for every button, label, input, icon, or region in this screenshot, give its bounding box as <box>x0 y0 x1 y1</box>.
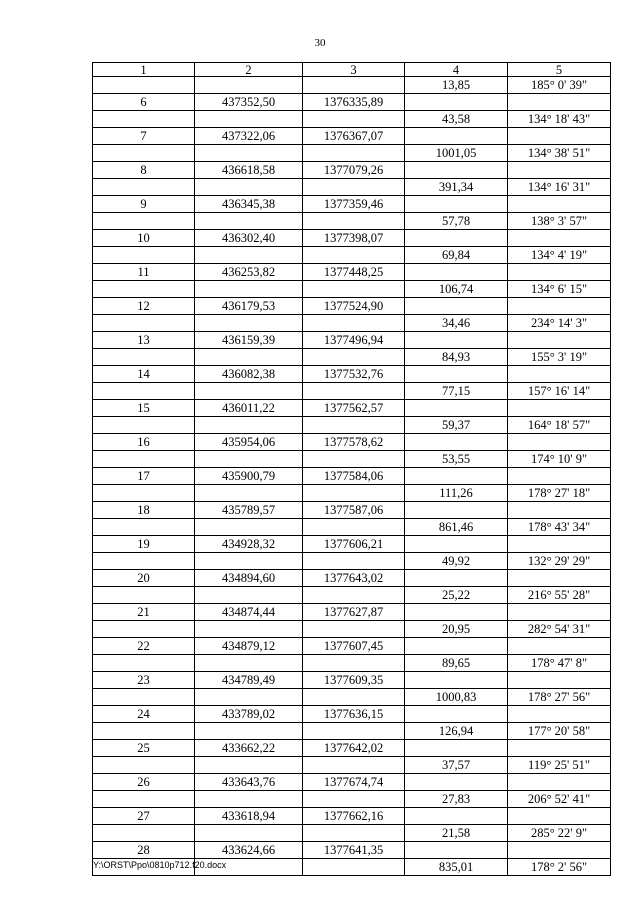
point-row <box>93 468 611 485</box>
segment-row <box>93 315 611 332</box>
x-coordinate: 435954,06 <box>195 434 303 451</box>
y-coordinate: 1377587,06 <box>303 502 405 519</box>
x-coordinate: 435900,79 <box>195 468 303 485</box>
segment-distance: 27,83 <box>405 791 508 808</box>
point-row <box>93 808 611 825</box>
point-row <box>93 332 611 349</box>
segment-row <box>93 621 611 638</box>
point-row <box>93 230 611 247</box>
x-coordinate: 433624,66 <box>195 842 303 859</box>
point-row <box>93 672 611 689</box>
segment-angle: 134° 6' 15" <box>508 281 611 298</box>
y-coordinate: 1377496,94 <box>303 332 405 349</box>
x-coordinate: 436082,38 <box>195 366 303 383</box>
y-coordinate: 1377578,62 <box>303 434 405 451</box>
point-number: 14 <box>93 366 195 383</box>
segment-distance: 84,93 <box>405 349 508 366</box>
y-coordinate: 1377643,02 <box>303 570 405 587</box>
segment-distance: 20,95 <box>405 621 508 638</box>
page-number: 30 <box>314 37 326 49</box>
point-number: 6 <box>93 94 195 111</box>
x-coordinate: 436302,40 <box>195 230 303 247</box>
point-row <box>93 264 611 281</box>
point-row <box>93 400 611 417</box>
point-row <box>93 366 611 383</box>
segment-distance: 25,22 <box>405 587 508 604</box>
point-number: 25 <box>93 740 195 757</box>
point-number: 9 <box>93 196 195 213</box>
segment-distance: 77,15 <box>405 383 508 400</box>
x-coordinate: 434789,49 <box>195 672 303 689</box>
x-coordinate: 436618,58 <box>195 162 303 179</box>
table-body <box>93 77 611 876</box>
segment-distance: 53,55 <box>405 451 508 468</box>
segment-row <box>93 451 611 468</box>
segment-angle: 282° 54' 31" <box>508 621 611 638</box>
segment-angle: 285° 22' 9" <box>508 825 611 842</box>
point-number: 16 <box>93 434 195 451</box>
segment-distance: 13,85 <box>405 77 508 94</box>
segment-distance: 37,57 <box>405 757 508 774</box>
point-number: 22 <box>93 638 195 655</box>
y-coordinate: 1377607,45 <box>303 638 405 655</box>
y-coordinate: 1376335,89 <box>303 94 405 111</box>
segment-row <box>93 485 611 502</box>
segment-angle: 177° 20' 58" <box>508 723 611 740</box>
point-number: 28 <box>93 842 195 859</box>
point-number: 23 <box>93 672 195 689</box>
point-row <box>93 604 611 621</box>
point-number: 24 <box>93 706 195 723</box>
segment-row <box>93 281 611 298</box>
segment-angle: 138° 3' 57" <box>508 213 611 230</box>
x-coordinate: 433789,02 <box>195 706 303 723</box>
segment-row <box>93 145 611 162</box>
y-coordinate: 1377641,35 <box>303 842 405 859</box>
segment-row <box>93 723 611 740</box>
segment-angle: 178° 47' 8" <box>508 655 611 672</box>
x-coordinate: 436159,39 <box>195 332 303 349</box>
segment-angle: 174° 10' 9" <box>508 451 611 468</box>
y-coordinate: 1377674,74 <box>303 774 405 791</box>
segment-row <box>93 825 611 842</box>
y-coordinate: 1377662,16 <box>303 808 405 825</box>
point-row <box>93 842 611 859</box>
point-row <box>93 502 611 519</box>
y-coordinate: 1377606,21 <box>303 536 405 553</box>
x-coordinate: 437352,50 <box>195 94 303 111</box>
point-number: 8 <box>93 162 195 179</box>
point-number: 20 <box>93 570 195 587</box>
segment-angle: 157° 16' 14" <box>508 383 611 400</box>
segment-distance: 861,46 <box>405 519 508 536</box>
segment-angle: 206° 52' 41" <box>508 791 611 808</box>
segment-angle: 134° 38' 51" <box>508 145 611 162</box>
segment-row <box>93 519 611 536</box>
segment-angle: 134° 16' 31" <box>508 179 611 196</box>
y-coordinate: 1376367,07 <box>303 128 405 145</box>
header-angle: 5 <box>508 63 611 77</box>
segment-distance: 57,78 <box>405 213 508 230</box>
header-distance: 4 <box>405 63 508 77</box>
point-row <box>93 196 611 213</box>
segment-angle: 134° 4' 19" <box>508 247 611 264</box>
segment-row <box>93 757 611 774</box>
x-coordinate: 436253,82 <box>195 264 303 281</box>
coordinates-table <box>92 62 611 876</box>
point-row <box>93 94 611 111</box>
segment-angle: 185° 0' 39" <box>508 77 611 94</box>
segment-angle: 155° 3' 19" <box>508 349 611 366</box>
segment-angle: 178° 27' 18" <box>508 485 611 502</box>
point-row <box>93 740 611 757</box>
x-coordinate: 435789,57 <box>195 502 303 519</box>
segment-distance: 1001,05 <box>405 145 508 162</box>
segment-distance: 21,58 <box>405 825 508 842</box>
point-row <box>93 570 611 587</box>
point-number: 17 <box>93 468 195 485</box>
segment-row <box>93 689 611 706</box>
header-y-coordinate: 3 <box>303 63 405 77</box>
segment-distance: 835,01 <box>405 859 508 876</box>
segment-row <box>93 213 611 230</box>
segment-angle: 234° 14' 3" <box>508 315 611 332</box>
y-coordinate: 1377448,25 <box>303 264 405 281</box>
y-coordinate: 1377359,46 <box>303 196 405 213</box>
header-point-number: 1 <box>93 63 195 77</box>
segment-row <box>93 111 611 128</box>
y-coordinate: 1377636,15 <box>303 706 405 723</box>
segment-distance: 106,74 <box>405 281 508 298</box>
point-row <box>93 298 611 315</box>
segment-row <box>93 791 611 808</box>
x-coordinate: 434874,44 <box>195 604 303 621</box>
segment-row <box>93 553 611 570</box>
segment-angle: 119° 25' 51" <box>508 757 611 774</box>
segment-distance: 89,65 <box>405 655 508 672</box>
y-coordinate: 1377532,76 <box>303 366 405 383</box>
segment-row <box>93 179 611 196</box>
segment-angle: 178° 43' 34" <box>508 519 611 536</box>
segment-row <box>93 247 611 264</box>
x-coordinate: 433643,76 <box>195 774 303 791</box>
table-header-row <box>93 63 611 77</box>
segment-distance: 34,46 <box>405 315 508 332</box>
segment-distance: 59,37 <box>405 417 508 434</box>
point-row <box>93 638 611 655</box>
segment-angle: 164° 18' 57" <box>508 417 611 434</box>
x-coordinate: 437322,06 <box>195 128 303 145</box>
point-number: 15 <box>93 400 195 417</box>
segment-distance: 49,92 <box>405 553 508 570</box>
segment-angle: 216° 55' 28" <box>508 587 611 604</box>
y-coordinate: 1377627,87 <box>303 604 405 621</box>
x-coordinate: 436011,22 <box>195 400 303 417</box>
segment-angle: 134° 18' 43" <box>508 111 611 128</box>
segment-distance: 126,94 <box>405 723 508 740</box>
segment-row <box>93 77 611 94</box>
x-coordinate: 436345,38 <box>195 196 303 213</box>
segment-distance: 69,84 <box>405 247 508 264</box>
x-coordinate: 436179,53 <box>195 298 303 315</box>
y-coordinate: 1377562,57 <box>303 400 405 417</box>
segment-angle: 132° 29' 29" <box>508 553 611 570</box>
segment-row <box>93 587 611 604</box>
x-coordinate: 434894,60 <box>195 570 303 587</box>
x-coordinate: 434928,32 <box>195 536 303 553</box>
x-coordinate: 433662,22 <box>195 740 303 757</box>
point-number: 12 <box>93 298 195 315</box>
y-coordinate: 1377609,35 <box>303 672 405 689</box>
point-row <box>93 434 611 451</box>
segment-row <box>93 383 611 400</box>
point-number: 19 <box>93 536 195 553</box>
point-number: 18 <box>93 502 195 519</box>
y-coordinate: 1377584,06 <box>303 468 405 485</box>
segment-angle: 178° 2' 56" <box>508 859 611 876</box>
y-coordinate: 1377079,26 <box>303 162 405 179</box>
segment-distance: 1000,83 <box>405 689 508 706</box>
point-number: 21 <box>93 604 195 621</box>
point-row <box>93 128 611 145</box>
segment-distance: 111,26 <box>405 485 508 502</box>
point-number: 11 <box>93 264 195 281</box>
y-coordinate: 1377398,07 <box>303 230 405 247</box>
point-row <box>93 536 611 553</box>
segment-distance: 43,58 <box>405 111 508 128</box>
point-row <box>93 162 611 179</box>
x-coordinate: 433618,94 <box>195 808 303 825</box>
y-coordinate: 1377524,90 <box>303 298 405 315</box>
point-row <box>93 774 611 791</box>
x-coordinate: 434879,12 <box>195 638 303 655</box>
y-coordinate: 1377642,02 <box>303 740 405 757</box>
segment-row <box>93 349 611 366</box>
point-number: 10 <box>93 230 195 247</box>
point-number: 26 <box>93 774 195 791</box>
point-number: 27 <box>93 808 195 825</box>
file-path-footer: Y:\ORST\Ppo\0810p712.f20.docx <box>93 860 227 870</box>
point-number: 7 <box>93 128 195 145</box>
header-x-coordinate: 2 <box>195 63 303 77</box>
segment-row <box>93 417 611 434</box>
segment-distance: 391,34 <box>405 179 508 196</box>
segment-row <box>93 655 611 672</box>
segment-angle: 178° 27' 56" <box>508 689 611 706</box>
point-row <box>93 706 611 723</box>
point-number: 13 <box>93 332 195 349</box>
